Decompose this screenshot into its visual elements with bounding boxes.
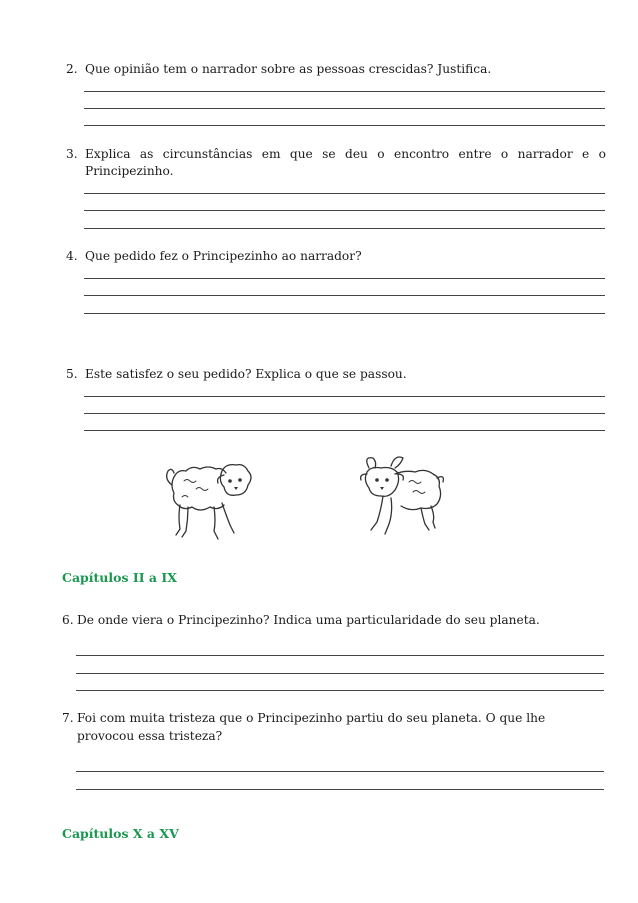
answer-line[interactable]: [84, 413, 605, 414]
question-3: [66, 146, 606, 178]
question-4: [66, 248, 606, 265]
question-5-number: 5.: [66, 367, 78, 381]
answer-line[interactable]: [76, 655, 604, 656]
answer-line[interactable]: [84, 396, 605, 397]
answer-line[interactable]: [84, 125, 605, 126]
answer-line[interactable]: [84, 313, 605, 314]
answer-line[interactable]: [84, 193, 605, 194]
question-2-text: Que opinião tem o narrador sobre as pessoas crescidas? Justifica.: [85, 62, 492, 76]
question-3-number: 3.: [66, 147, 78, 161]
answer-line[interactable]: [76, 771, 604, 772]
question-6-number: 6.: [62, 613, 74, 627]
sheep-illustration: [160, 455, 260, 543]
question-6-text: De onde viera o Principezinho? Indica uma particularidade do seu planeta.: [77, 613, 540, 627]
answer-line[interactable]: [84, 430, 605, 431]
question-7: [62, 710, 607, 743]
answer-line[interactable]: [76, 789, 604, 790]
question-7-number: 7.: [62, 711, 74, 725]
question-5: [66, 366, 606, 383]
section-heading-chapters-10-15: Capítulos X a XV: [62, 826, 179, 841]
question-3-text-line2: Principezinho.: [85, 164, 174, 178]
question-2: [66, 61, 606, 78]
question-3-text-line1: Explica as circunstâncias em que se deu o encontro entre o narrador e o: [85, 147, 606, 161]
question-2-number: 2.: [66, 62, 78, 76]
horned-sheep-illustration: [355, 452, 450, 544]
answer-line[interactable]: [84, 108, 605, 109]
question-7-text-line2: provocou essa tristeza?: [77, 729, 223, 743]
answer-line[interactable]: [84, 210, 605, 211]
answer-line[interactable]: [84, 91, 605, 92]
question-7-text-line1: Foi com muita tristeza que o Principezinho partiu do seu planeta. O que lhe: [77, 711, 546, 725]
question-4-text: Que pedido fez o Principezinho ao narrador?: [85, 249, 362, 263]
answer-line[interactable]: [76, 690, 604, 691]
question-4-number: 4.: [66, 249, 78, 263]
question-5-text: Este satisfez o seu pedido? Explica o que se passou.: [85, 367, 407, 381]
section-heading-chapters-2-9: Capítulos II a IX: [62, 570, 177, 585]
question-6: [62, 612, 607, 629]
answer-line[interactable]: [76, 673, 604, 674]
answer-line[interactable]: [84, 278, 605, 279]
answer-line[interactable]: [84, 228, 605, 229]
answer-line[interactable]: [84, 295, 605, 296]
